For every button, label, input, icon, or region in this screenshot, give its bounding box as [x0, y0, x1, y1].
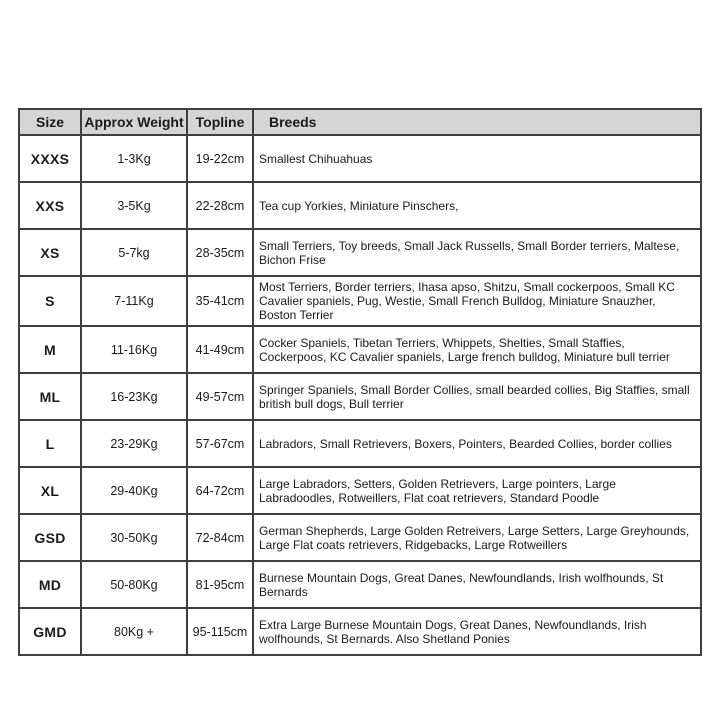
breeds-cell: Springer Spaniels, Small Border Collies, small bearded collies, Big Staffies, small british bull dogs, Bull terrier [253, 373, 701, 420]
approx-weight-cell: 1-3Kg [81, 135, 187, 182]
size-chart-header [19, 109, 701, 135]
approx-weight-cell: 7-11Kg [81, 276, 187, 326]
breeds-cell: Cocker Spaniels, Tibetan Terriers, Whippets, Shelties, Small Staffies, Cockerpoos, KC Cavalier spaniels, Large french bulldog, Miniature bull terrier [253, 326, 701, 373]
table-row [19, 276, 701, 326]
approx-weight-cell: 3-5Kg [81, 182, 187, 229]
breeds-cell: Labradors, Small Retrievers, Boxers, Pointers, Bearded Collies, border collies [253, 420, 701, 467]
topline-cell: 57-67cm [187, 420, 253, 467]
topline-cell: 95-115cm [187, 608, 253, 655]
column-header-topline: Topline [187, 109, 253, 135]
size-cell: MD [19, 561, 81, 608]
size-cell: XS [19, 229, 81, 276]
table-row [19, 420, 701, 467]
dog-size-chart [18, 108, 702, 656]
topline-cell: 81-95cm [187, 561, 253, 608]
topline-cell: 28-35cm [187, 229, 253, 276]
breeds-cell: Small Terriers, Toy breeds, Small Jack Russells, Small Border terriers, Maltese, Bichon Frise [253, 229, 701, 276]
column-header-approx-weight: Approx Weight [81, 109, 187, 135]
table-row [19, 326, 701, 373]
topline-cell: 41-49cm [187, 326, 253, 373]
table-row [19, 373, 701, 420]
table-row [19, 514, 701, 561]
approx-weight-cell: 5-7kg [81, 229, 187, 276]
breeds-cell: Smallest Chihuahuas [253, 135, 701, 182]
approx-weight-cell: 23-29Kg [81, 420, 187, 467]
approx-weight-cell: 80Kg + [81, 608, 187, 655]
size-cell: GMD [19, 608, 81, 655]
approx-weight-cell: 30-50Kg [81, 514, 187, 561]
size-cell: ML [19, 373, 81, 420]
header-row [19, 109, 701, 135]
topline-cell: 49-57cm [187, 373, 253, 420]
topline-cell: 64-72cm [187, 467, 253, 514]
topline-cell: 22-28cm [187, 182, 253, 229]
breeds-cell: German Shepherds, Large Golden Retreivers, Large Setters, Large Greyhounds, Large Flat coats retrievers, Ridgebacks, Large Rotweillers [253, 514, 701, 561]
table-row [19, 561, 701, 608]
size-cell: XL [19, 467, 81, 514]
breeds-cell: Most Terriers, Border terriers, Ihasa apso, Shitzu, Small cockerpoos, Small KC Cavalier spaniels, Pug, Westie, Small French Bulldog, Miniature Snauzher, Boston Terrier [253, 276, 701, 326]
approx-weight-cell: 50-80Kg [81, 561, 187, 608]
column-header-breeds: Breeds [253, 109, 701, 135]
size-cell: GSD [19, 514, 81, 561]
topline-cell: 72-84cm [187, 514, 253, 561]
table-row [19, 229, 701, 276]
table-row [19, 182, 701, 229]
size-cell: XXS [19, 182, 81, 229]
column-header-size: Size [19, 109, 81, 135]
size-cell: XXXS [19, 135, 81, 182]
breeds-cell: Burnese Mountain Dogs, Great Danes, Newfoundlands, Irish wolfhounds, St Bernards [253, 561, 701, 608]
table-row [19, 467, 701, 514]
size-cell: M [19, 326, 81, 373]
topline-cell: 35-41cm [187, 276, 253, 326]
breeds-cell: Large Labradors, Setters, Golden Retrievers, Large pointers, Large Labradoodles, Rotweillers, Flat coat retrievers, Standard Poodle [253, 467, 701, 514]
table-row [19, 135, 701, 182]
approx-weight-cell: 16-23Kg [81, 373, 187, 420]
breeds-cell: Tea cup Yorkies, Miniature Pinschers, [253, 182, 701, 229]
topline-cell: 19-22cm [187, 135, 253, 182]
breeds-cell: Extra Large Burnese Mountain Dogs, Great Danes, Newfoundlands, Irish wolfhounds, St Bernards. Also Shetland Ponies [253, 608, 701, 655]
size-chart-body [19, 135, 701, 655]
approx-weight-cell: 29-40Kg [81, 467, 187, 514]
size-cell: S [19, 276, 81, 326]
size-cell: L [19, 420, 81, 467]
table-row [19, 608, 701, 655]
size-chart-table [18, 108, 702, 656]
approx-weight-cell: 11-16Kg [81, 326, 187, 373]
